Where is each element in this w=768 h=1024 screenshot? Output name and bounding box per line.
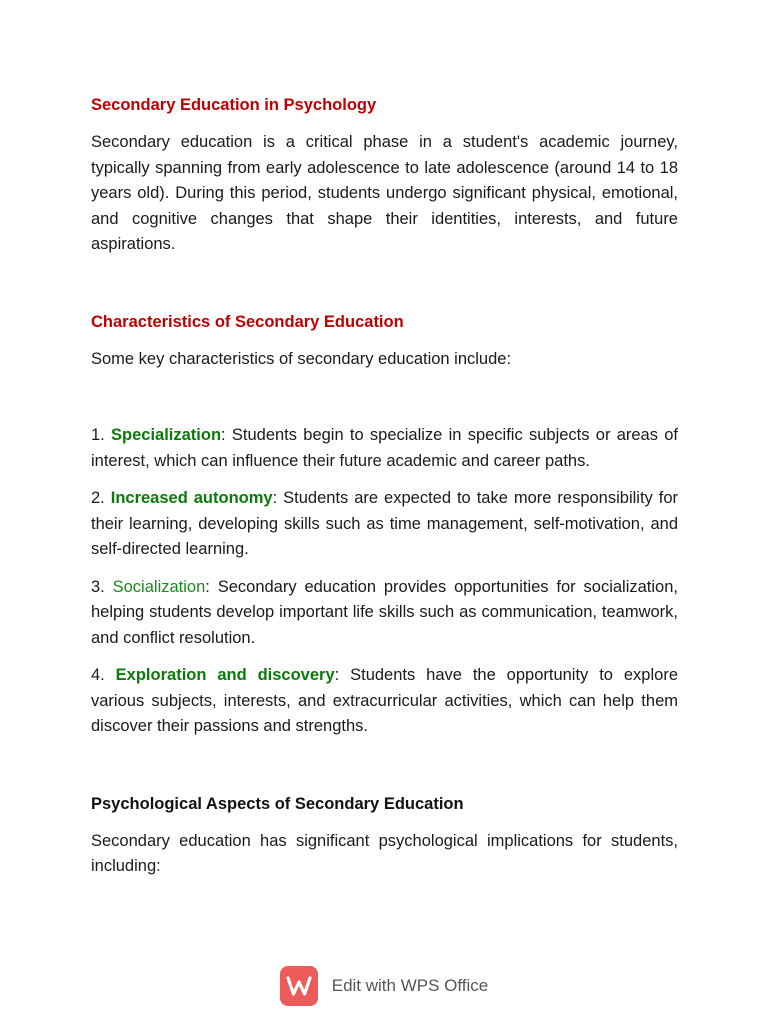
psychological-aspects-paragraph: Secondary education has significant psychological implications for students, including:	[91, 831, 678, 875]
list-item-text: : Students begin to specialize in specific subjects or areas of interest, which can influence their future academic and career paths.	[91, 426, 678, 470]
list-item-text: : Secondary education provides opportunities for socialization, helping students develop important life skills such as communication, teamwork, and conflict resolution.	[91, 577, 678, 647]
list-item-specialization	[91, 423, 678, 474]
list-item-number: 4.	[91, 666, 116, 684]
term-socialization: Socialization	[112, 577, 206, 596]
edit-with-wps-link[interactable]: Edit with WPS Office	[331, 976, 489, 995]
document-page	[91, 90, 678, 880]
heading-psychological-aspects: Psychological Aspects of Secondary Education	[91, 794, 464, 813]
list-item-text: : Students are expected to take more responsibility for their learning, developing skills such as time management, self-motivation, and self-directed learning.	[91, 489, 679, 558]
term-specialization: Specialization	[111, 426, 222, 444]
list-item-number: 3.	[91, 577, 113, 596]
term-exploration-discovery: Exploration and discovery	[115, 666, 335, 684]
list-item-socialization	[91, 575, 678, 652]
list-item-number: 2.	[91, 489, 111, 507]
intro-paragraph: Secondary education is a critical phase in a student's academic journey, typically spanning from early adolescence to late adolescence (around 14 to 18 years old). During this period, students undergo significant physical, emotional, and cognitive changes that shape their identities, interests, and future aspirations.	[91, 133, 678, 253]
list-item-text: : Students have the opportunity to explore various subjects, interests, and extracurricular activities, which can help them discover their passions and strengths.	[91, 666, 678, 735]
list-item-exploration	[91, 663, 678, 740]
characteristics-intro: Some key characteristics of secondary education include:	[91, 349, 512, 368]
wps-office-logo-icon[interactable]	[280, 966, 318, 1006]
heading-characteristics: Characteristics of Secondary Education	[91, 312, 404, 331]
list-item-increased-autonomy	[91, 486, 678, 563]
wps-footer[interactable]	[0, 966, 768, 1006]
term-increased-autonomy: Increased autonomy	[110, 489, 273, 507]
wps-w-glyph-icon	[286, 975, 312, 997]
list-item-number: 1.	[91, 426, 112, 444]
heading-secondary-education-psychology: Secondary Education in Psychology	[91, 96, 377, 114]
